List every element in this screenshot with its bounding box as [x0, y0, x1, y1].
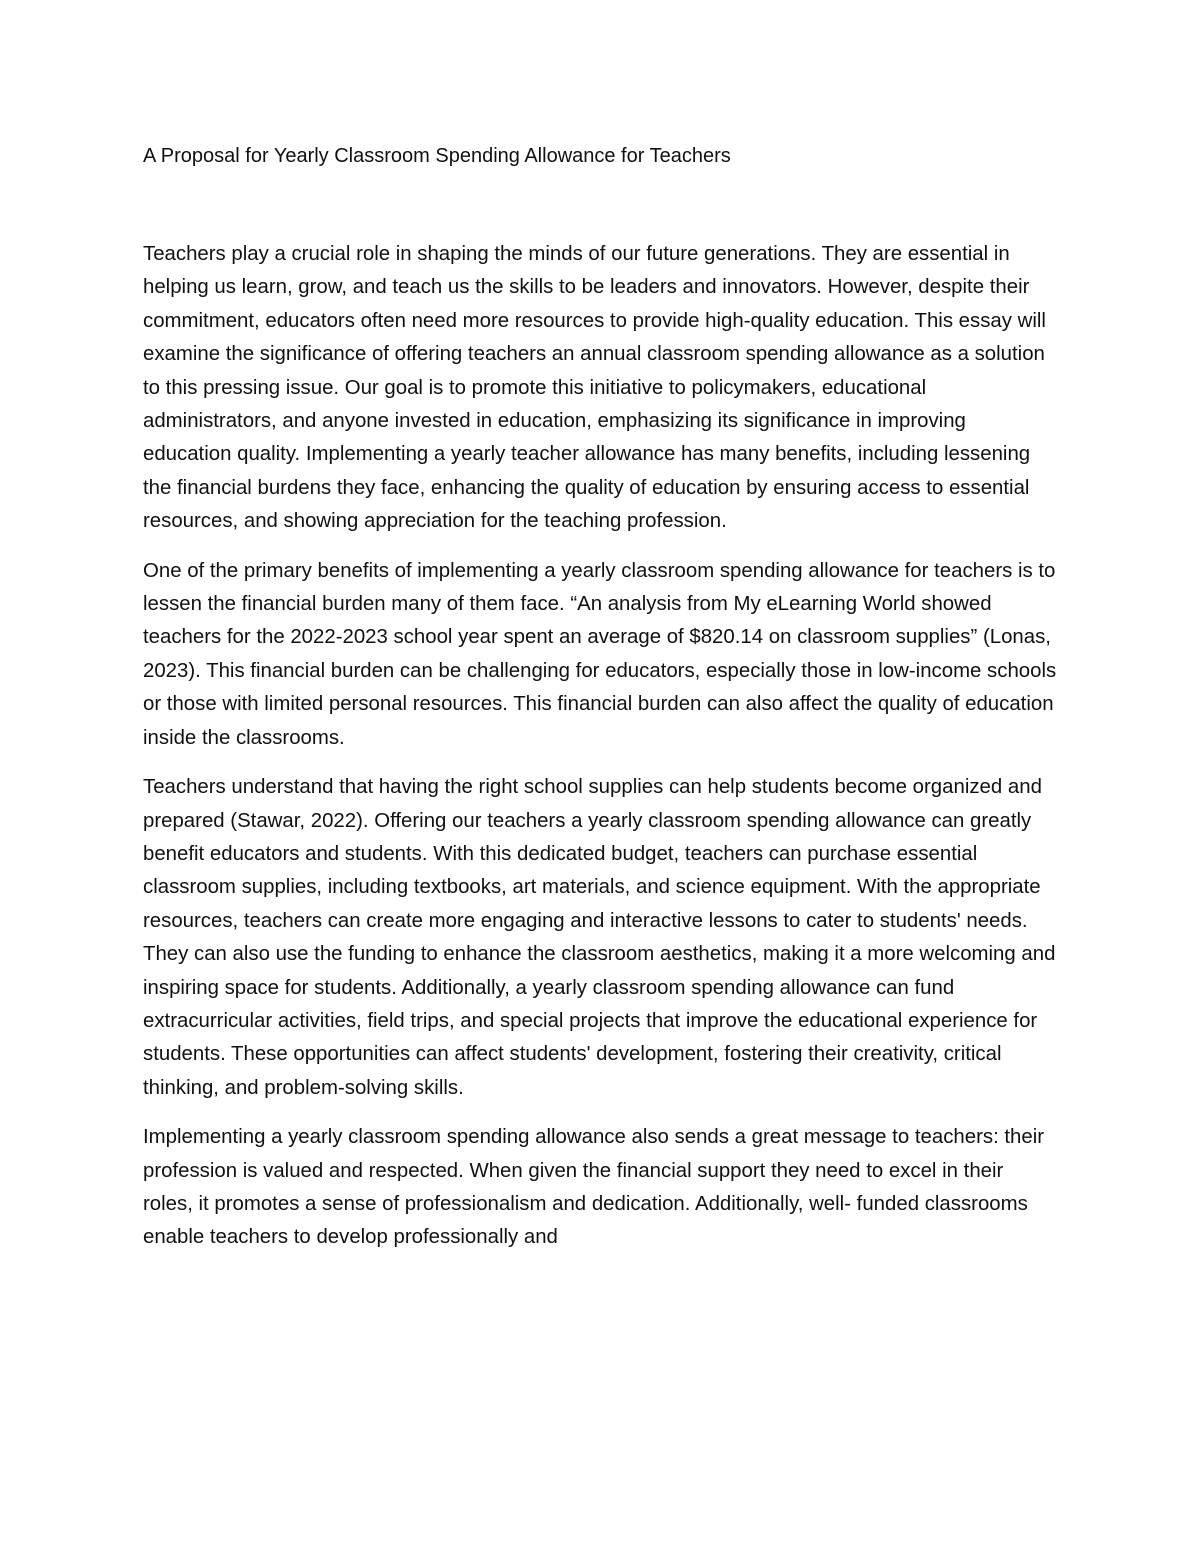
paragraph-1: Teachers play a crucial role in shaping the minds of our future generations. They are essential in helping us learn, grow, and teach us the skills to be leaders and innovators. However, despite their commitment, educators often need more resources to provide high-quality education. This essay will examine the significance of offering teachers an annual classroom spending allowance as a solution to this pressing issue. Our goal is to promote this initiative to policymakers, educational administrators, and anyone invested in education, emphasizing its significance in improving education quality. Implementing a yearly teacher allowance has many benefits, including lessening the financial burdens they face, enhancing the quality of education by ensuring access to essential resources, and showing appreciation for the teaching profession.: [143, 243, 1046, 533]
document-title: A Proposal for Yearly Classroom Spending Allowance for Teachers: [143, 145, 731, 167]
paragraph-4: Implementing a yearly classroom spending allowance also sends a great message to teachers: their profession is valued and respected. When given the financial support they need to excel in their roles, it promotes a sense of professionalism and dedication. Additionally, well- funded classrooms enable teachers to develop professionally and: [143, 1126, 1045, 1249]
paragraph-3: Teachers understand that having the right school supplies can help students become organized and prepared (Stawar, 2022). Offering our teachers a yearly classroom spending allowance can greatly benefit educators and students. With this dedicated budget, teachers can purchase essential classroom supplies, including textbooks, art materials, and science equipment. With the appropriate resources, teachers can create more engaging and interactive lessons to cater to students' needs. They can also use the funding to enhance the classroom aesthetics, making it a more welcoming and inspiring space for students. Additionally, a yearly classroom spending allowance can fund extracurricular activities, field trips, and special projects that improve the educational experience for students. These opportunities can affect students' development, fostering their creativity, critical thinking, and problem-solving skills.: [143, 776, 1056, 1099]
paragraph-2: One of the primary benefits of implementing a yearly classroom spending allowance for teachers is to lessen the financial burden many of them face. “An analysis from My eLearning World showed teachers for the 2022-2023 school year spent an average of $820.14 on classroom supplies” (Lonas, 2023). This financial burden can be challenging for educators, especially those in low-income schools or those with limited personal resources. This financial burden can also affect the quality of education inside the classrooms.: [143, 559, 1057, 749]
document-body: [143, 140, 1058, 1271]
